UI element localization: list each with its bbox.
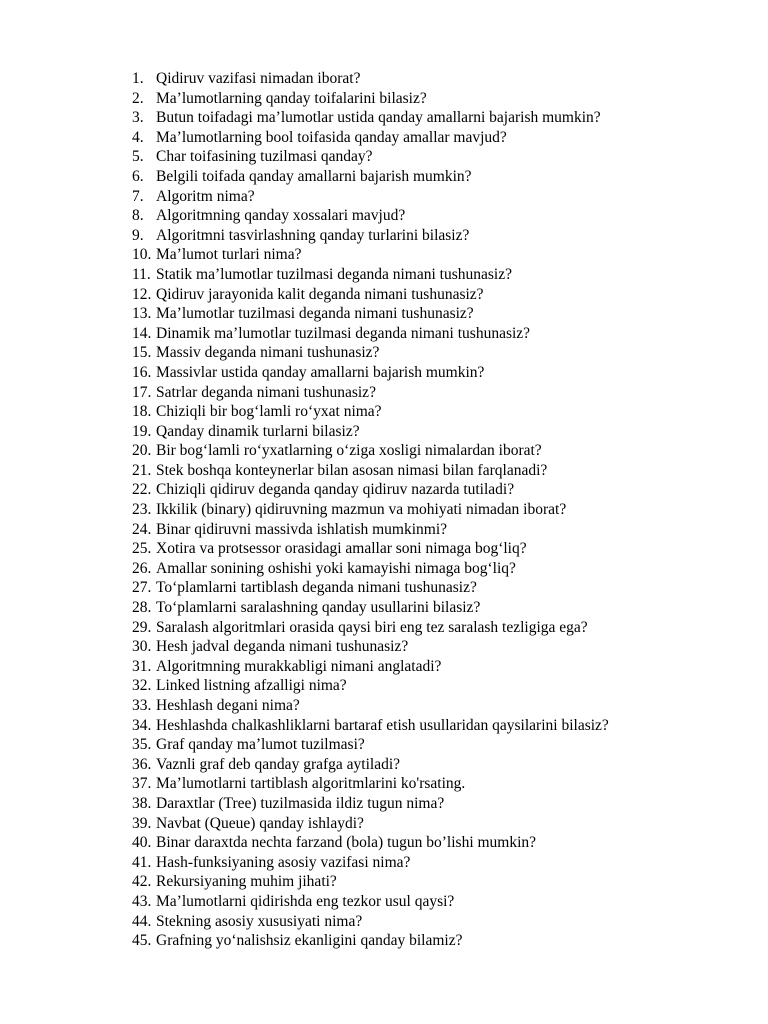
question-number: 29.: [132, 618, 152, 636]
list-item: [132, 206, 609, 226]
question-text: Ma’lumotlarning bool toifasida qanday amallar mavjud?: [156, 128, 507, 146]
question-text: Vaznli graf deb qanday grafga aytiladi?: [156, 755, 401, 773]
question-number: 17.: [132, 383, 152, 401]
list-item: [132, 814, 609, 834]
question-number: 42.: [132, 873, 152, 891]
question-text: Hesh jadval deganda nimani tushunasiz?: [156, 638, 409, 656]
question-text: Daraxtlar (Tree) tuzilmasida ildiz tugun nima?: [156, 794, 445, 812]
list-item: [132, 833, 609, 853]
question-number: 23.: [132, 501, 152, 519]
list-item: [132, 774, 609, 794]
list-item: [132, 872, 609, 892]
question-text: Ma’lumot turlari nima?: [156, 246, 302, 264]
list-item: [132, 69, 609, 89]
question-number: 34.: [132, 716, 152, 734]
question-number: 45.: [132, 932, 152, 950]
question-text: Ma’lumotlarni qidirishda eng tezkor usul qaysi?: [156, 892, 455, 910]
question-number: 16.: [132, 363, 152, 381]
question-text: Stekning asosiy xususiyati nima?: [156, 912, 363, 930]
question-number: 39.: [132, 814, 152, 832]
question-number: 24.: [132, 520, 152, 538]
question-text: Xotira va protsessor orasidagi amallar soni nimaga bog‘liq?: [156, 540, 527, 558]
question-text: Statik ma’lumotlar tuzilmasi deganda nimani tushunasiz?: [156, 265, 512, 283]
question-number: 37.: [132, 775, 152, 793]
list-item: [132, 520, 609, 540]
question-text: Algoritmni tasvirlashning qanday turlarini bilasiz?: [156, 226, 470, 244]
question-text: Navbat (Queue) qanday ishlaydi?: [156, 814, 364, 832]
question-number: 18.: [132, 403, 152, 421]
list-item: [132, 304, 609, 324]
question-number: 3.: [132, 109, 144, 127]
list-item: [132, 716, 609, 736]
question-number: 5.: [132, 148, 144, 166]
question-list: [132, 69, 609, 951]
question-number: 7.: [132, 187, 144, 205]
question-text: Ma’lumotlar tuzilmasi deganda nimani tushunasiz?: [156, 305, 474, 323]
list-item: [132, 853, 609, 873]
question-text: Stek boshqa konteynerlar bilan asosan nimasi bilan farqlanadi?: [156, 461, 548, 479]
question-number: 26.: [132, 559, 152, 577]
question-text: Heshlash degani nima?: [156, 697, 300, 714]
question-number: 35.: [132, 736, 152, 754]
question-text: Heshlashda chalkashliklarni bartaraf etish usullaridan qaysilarini bilasiz?: [156, 716, 609, 734]
question-number: 4.: [132, 128, 144, 146]
question-text: Bir bog‘lamli ro‘yxatlarning o‘ziga xosligi nimalardan iborat?: [156, 442, 542, 460]
question-text: Qanday dinamik turlarni bilasiz?: [156, 422, 360, 440]
question-text: Massivlar ustida qanday amallarni bajarish mumkin?: [156, 363, 485, 381]
list-item: [132, 245, 609, 265]
question-text: Graf qanday ma’lumot tuzilmasi?: [156, 736, 365, 754]
question-text: Massiv deganda nimani tushunasiz?: [156, 344, 380, 362]
question-text: Rekursiyaning muhim jihati?: [156, 873, 337, 891]
question-number: 33.: [132, 697, 152, 714]
question-text: Grafning yo‘nalishsiz ekanligini qanday bilamiz?: [156, 932, 463, 950]
question-text: Algoritmning murakkabligi nimani anglatadi?: [156, 657, 442, 675]
question-text: Char toifasining tuzilmasi qanday?: [156, 148, 373, 166]
question-number: 1.: [132, 70, 144, 87]
question-text: Algoritmning qanday xossalari mavjud?: [156, 207, 406, 225]
question-text: Ikkilik (binary) qidiruvning mazmun va mohiyati nimadan iborat?: [156, 501, 567, 519]
list-item: [132, 461, 609, 481]
question-number: 10.: [132, 246, 152, 264]
question-text: Chiziqli qidiruv deganda qanday qidiruv nazarda tutiladi?: [156, 481, 515, 499]
question-text: Chiziqli bir bog‘lamli ro‘yxat nima?: [156, 403, 382, 421]
question-text: Butun toifadagi ma’lumotlar ustida qanday amallarni bajarish mumkin?: [156, 109, 601, 127]
list-item: [132, 422, 609, 442]
question-text: Algoritm nima?: [156, 187, 255, 205]
question-text: Dinamik ma’lumotlar tuzilmasi deganda nimani tushunasiz?: [156, 324, 531, 342]
list-item: [132, 657, 609, 677]
question-text: To‘plamlarni tartiblash deganda nimani tushunasiz?: [156, 579, 477, 597]
list-item: [132, 755, 609, 775]
question-number: 14.: [132, 324, 152, 342]
question-text: Satrlar deganda nimani tushunasiz?: [156, 383, 376, 401]
list-item: [132, 500, 609, 520]
list-item: [132, 618, 609, 638]
list-item: [132, 343, 609, 363]
list-item: [132, 265, 609, 285]
question-text: Ma’lumotlarni tartiblash algoritmlarini ko'rsating.: [156, 775, 466, 793]
question-text: Binar qidiruvni massivda ishlatish mumkinmi?: [156, 520, 448, 538]
question-number: 43.: [132, 892, 152, 910]
list-item: [132, 187, 609, 207]
list-item: [132, 539, 609, 559]
question-number: 9.: [132, 226, 144, 244]
question-text: Qidiruv vazifasi nimadan iborat?: [156, 70, 361, 87]
question-number: 27.: [132, 579, 152, 597]
list-item: [132, 735, 609, 755]
list-item: [132, 676, 609, 696]
question-number: 13.: [132, 305, 152, 323]
question-number: 22.: [132, 481, 152, 499]
question-number: 11.: [132, 265, 151, 283]
question-text: Hash-funksiyaning asosiy vazifasi nima?: [156, 853, 411, 871]
list-item: [132, 402, 609, 422]
list-item: [132, 559, 609, 579]
list-item: [132, 147, 609, 167]
question-number: 6.: [132, 167, 144, 185]
question-text: To‘plamlarni saralashning qanday usullarini bilasiz?: [156, 599, 481, 617]
question-number: 38.: [132, 794, 152, 812]
question-number: 28.: [132, 599, 152, 617]
question-number: 32.: [132, 677, 152, 695]
list-item: [132, 931, 609, 951]
list-item: [132, 578, 609, 598]
list-item: [132, 363, 609, 383]
question-number: 31.: [132, 657, 152, 675]
question-number: 41.: [132, 853, 152, 871]
question-number: 44.: [132, 912, 152, 930]
question-number: 36.: [132, 755, 152, 773]
question-text: Amallar sonining oshishi yoki kamayishi nimaga bog‘liq?: [156, 559, 516, 577]
list-item: [132, 912, 609, 932]
question-text: Saralash algoritmlari orasida qaysi biri eng tez saralash tezligiga ega?: [156, 618, 588, 636]
question-number: 15.: [132, 344, 152, 362]
list-item: [132, 480, 609, 500]
list-item: [132, 285, 609, 305]
question-number: 40.: [132, 834, 152, 852]
list-item: [132, 167, 609, 187]
question-text: Ma’lumotlarning qanday toifalarini bilasiz?: [156, 89, 427, 107]
question-number: 21.: [132, 461, 152, 479]
list-item: [132, 892, 609, 912]
list-item: [132, 441, 609, 461]
list-item: [132, 598, 609, 618]
list-item: [132, 696, 609, 716]
question-number: 25.: [132, 540, 152, 558]
question-number: 8.: [132, 207, 144, 225]
list-item: [132, 324, 609, 344]
list-item: [132, 108, 609, 128]
list-item: [132, 637, 609, 657]
question-text: Linked listning afzalligi nima?: [156, 677, 347, 695]
list-item: [132, 383, 609, 403]
list-item: [132, 226, 609, 246]
question-text: Qidiruv jarayonida kalit deganda nimani tushunasiz?: [156, 285, 484, 303]
question-number: 2.: [132, 89, 144, 107]
question-text: Belgili toifada qanday amallarni bajarish mumkin?: [156, 167, 472, 185]
list-item: [132, 89, 609, 109]
question-number: 19.: [132, 422, 152, 440]
question-number: 30.: [132, 638, 152, 656]
question-number: 12.: [132, 285, 152, 303]
question-text: Binar daraxtda nechta farzand (bola) tugun bo’lishi mumkin?: [156, 834, 537, 852]
question-number: 20.: [132, 442, 152, 460]
list-item: [132, 794, 609, 814]
list-item: [132, 128, 609, 148]
